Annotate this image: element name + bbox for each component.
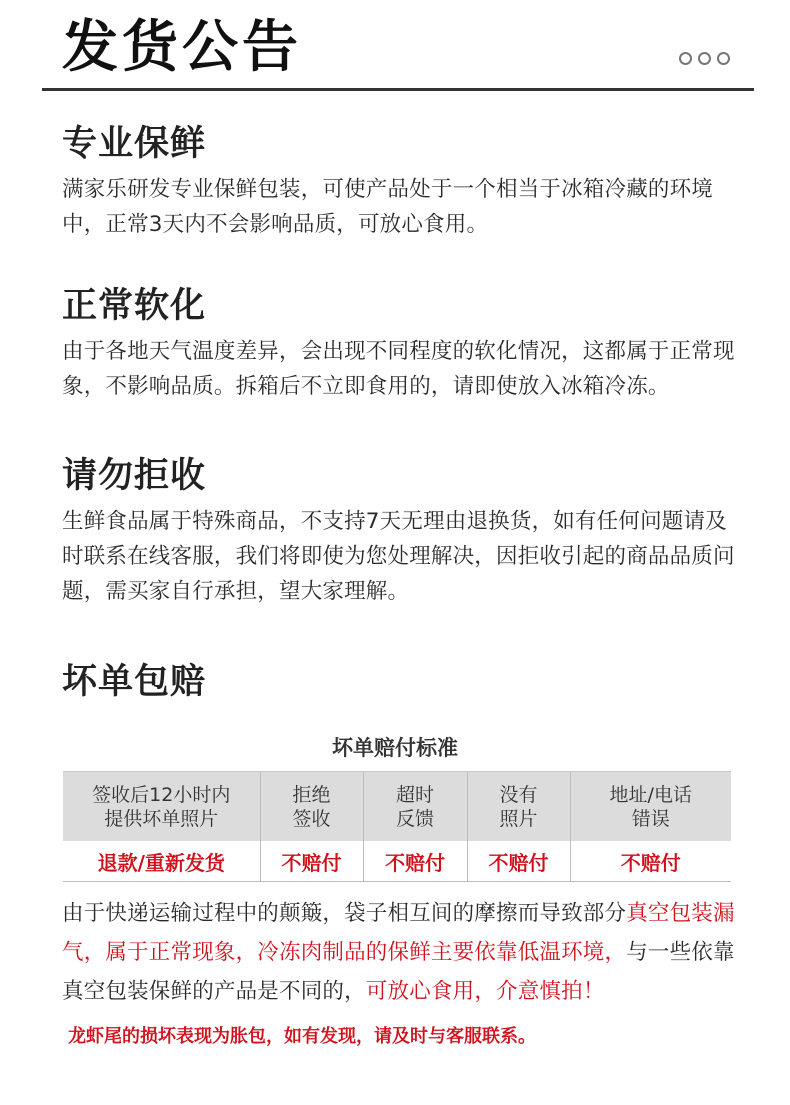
section-no-rejection	[62, 454, 742, 609]
result-cell: 不赔付	[363, 841, 467, 882]
header-line: 地址/电话	[609, 783, 692, 806]
table-header-row	[63, 772, 731, 842]
lobster-footnote: 龙虾尾的损坏表现为胀包，如有发现，请及时与客服联系。	[68, 1026, 536, 1047]
result-cell: 不赔付	[260, 841, 363, 882]
section-title: 正常软化	[62, 286, 207, 326]
header-cell-signed-12h	[63, 772, 260, 842]
section-title: 请勿拒收	[62, 456, 207, 496]
page-title: 发货公告	[62, 15, 302, 80]
header-line: 拒绝	[292, 783, 331, 806]
header-divider	[42, 88, 754, 91]
result-cell: 不赔付	[570, 841, 731, 882]
section-softening	[62, 284, 742, 404]
dot-icon	[717, 52, 730, 65]
more-options-icon[interactable]	[679, 52, 730, 65]
header-line: 超时	[395, 783, 434, 806]
notice-text: 由于快递运输过程中的颠簸，袋子相互间的摩擦而导致部分	[62, 901, 627, 926]
notice-text: 与一些依靠真空包装保鲜的产品是不同的，	[62, 940, 735, 1004]
header	[0, 0, 790, 92]
section-damage-compensation	[62, 660, 742, 704]
header-line: 没有	[499, 783, 538, 806]
header-cell-refuse-sign	[260, 772, 363, 842]
section-body: 由于各地天气温度差异，会出现不同程度的软化情况，这都属于正常现象，不影响品质。拆箱后不立即食用的，请即使放入冰箱冷冻。	[62, 339, 735, 399]
vacuum-notice	[62, 894, 742, 1011]
header-line: 签收	[292, 807, 331, 830]
section-title: 坏单包赔	[62, 662, 207, 702]
header-line: 提供坏单照片	[104, 807, 219, 830]
dot-icon	[679, 52, 692, 65]
header-line: 照片	[499, 807, 538, 830]
section-fresh-keeping	[62, 122, 742, 242]
table-title: 坏单赔付标准	[332, 736, 458, 760]
notice-highlight: 可放心食用，介意慎拍！	[365, 979, 605, 1004]
result-cell: 不赔付	[467, 841, 570, 882]
table-row	[63, 841, 731, 882]
header-line: 反馈	[395, 807, 434, 830]
header-line: 错误	[631, 807, 670, 830]
dot-icon	[698, 52, 711, 65]
result-cell: 退款/重新发货	[63, 841, 260, 882]
header-cell-late-feedback	[363, 772, 467, 842]
header-cell-no-photo	[467, 772, 570, 842]
notice-highlight: 真空包装漏气，属于正常现象，冷冻肉制品的保鲜主要依靠低温环境，	[62, 901, 735, 965]
section-title: 专业保鲜	[62, 124, 207, 164]
section-body: 生鲜食品属于特殊商品，不支持7天无理由退换货，如有任何问题请及时联系在线客服，我们将即使为您处理解决，因拒收引起的商品品质问题，需买家自行承担，望大家理解。	[62, 509, 735, 604]
header-line: 签收后12小时内	[92, 783, 231, 806]
header-cell-address-error	[570, 772, 731, 842]
section-body: 满家乐研发专业保鲜包装，可使产品处于一个相当于冰箱冷藏的环境中，正常3天内不会影响品质，可放心食用。	[62, 177, 714, 237]
compensation-table	[63, 771, 731, 882]
